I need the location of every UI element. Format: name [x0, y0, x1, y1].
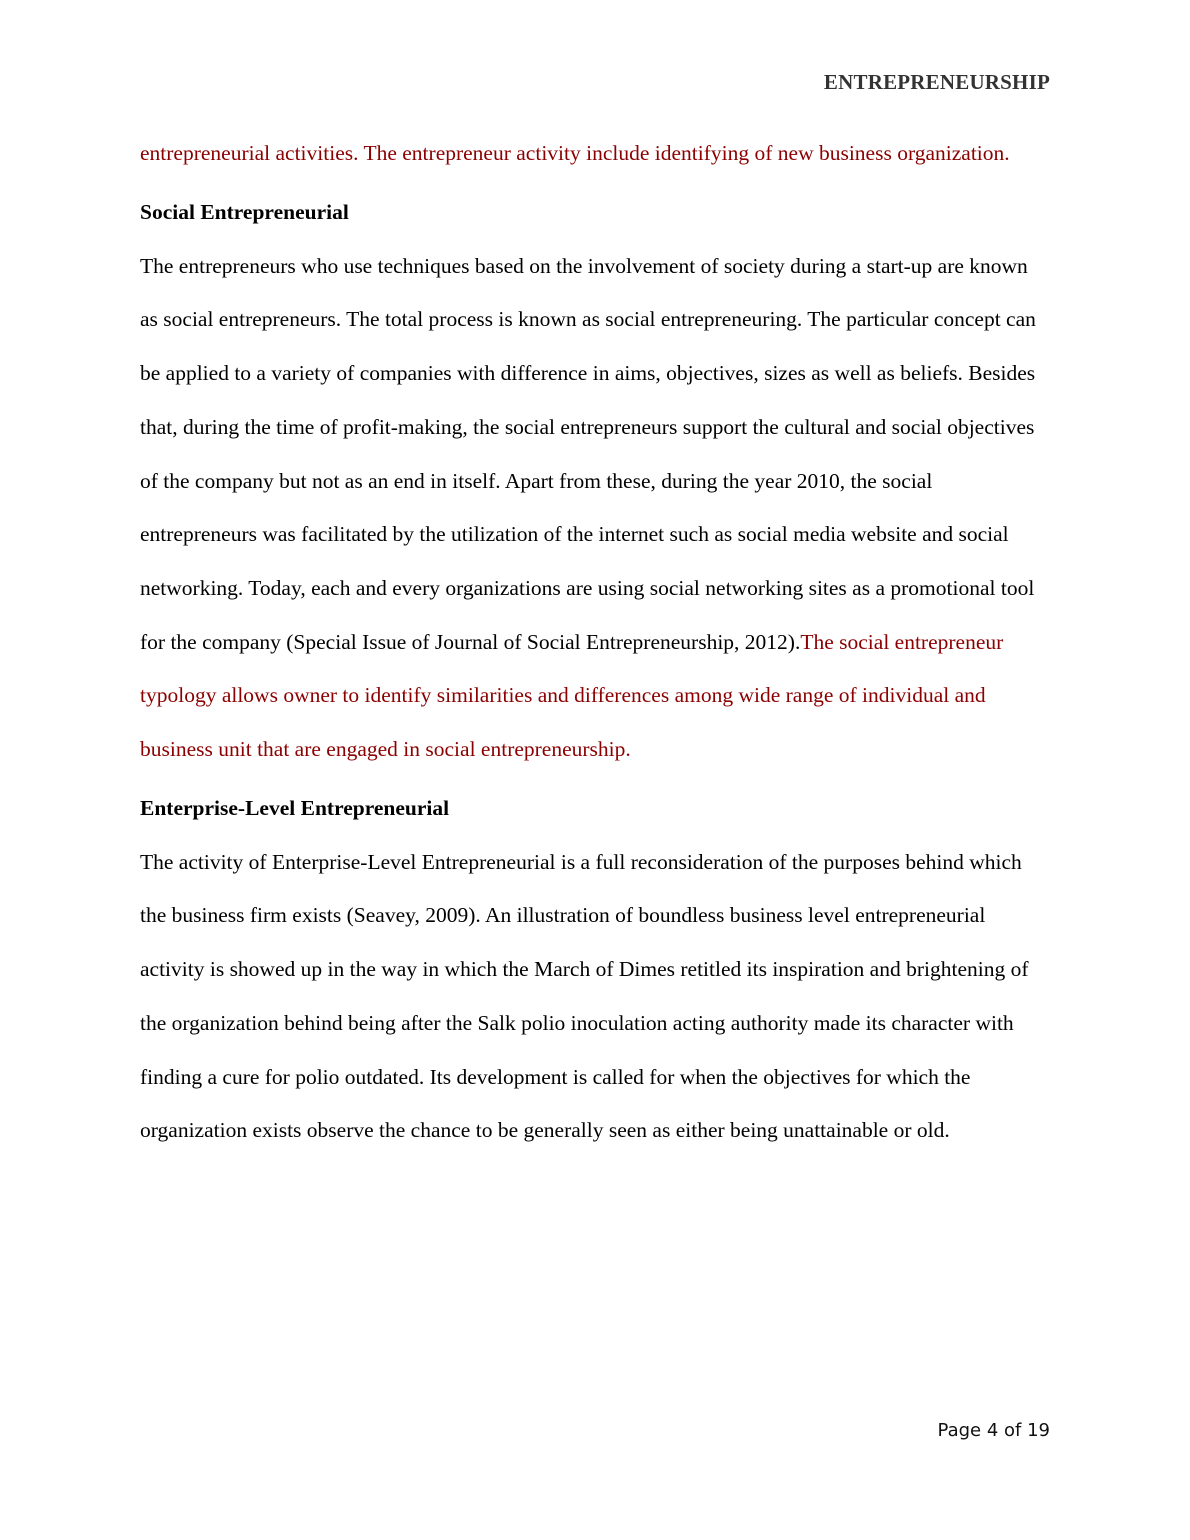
section-heading-enterprise-level: Enterprise-Level Entrepreneurial [140, 795, 450, 820]
social-entrepreneurial-paragraph [140, 240, 1050, 777]
document-body [140, 127, 1050, 1158]
social-entrepreneurial-highlight: The social entrepreneur typology allows owner to identify similarities and differences among wide range of individual and business unit that are engaged in social entrepreneurship. [140, 629, 1004, 762]
social-entrepreneurial-text: The entrepreneurs who use techniques based on the involvement of society during a start-up are known as social entrepreneurs. The total process is known as social entrepreneuring. The particular concept can be applied to a variety of companies with difference in aims, objectives, sizes as well as beliefs. Besides that, during the time of profit-making, the social entrepreneurs support the cultural and social objectives of the company but not as an end in itself. Apart from these, during the year 2010, the social entrepreneurs was facilitated by the utilization of the internet such as social media website and social networking. Today, each and every organizations are using social networking sites as a promotional tool for the company (Special Issue of Journal of Social Entrepreneurship, 2012). [140, 253, 1036, 654]
section-heading-social-entrepreneurial: Social Entrepreneurial [140, 199, 349, 224]
page-number: Page 4 of 19 [937, 1420, 1050, 1441]
enterprise-level-paragraph: The activity of Enterprise-Level Entrepreneurial is a full reconsideration of the purposes behind which the business firm exists (Seavey, 2009). An illustration of boundless business level entrepreneurial activity is showed up in the way in which the March of Dimes retitled its inspiration and brightening of the organization behind being after the Salk polio inoculation acting authority made its character with finding a cure for polio outdated. Its development is called for when the objectives for which the organization exists observe the chance to be generally seen as either being unattainable or old. [140, 849, 1029, 1143]
running-header-title: ENTREPRENEURSHIP [823, 70, 1050, 94]
intro-paragraph: entrepreneurial activities. The entrepreneur activity include identifying of new business organization. [140, 141, 1010, 165]
